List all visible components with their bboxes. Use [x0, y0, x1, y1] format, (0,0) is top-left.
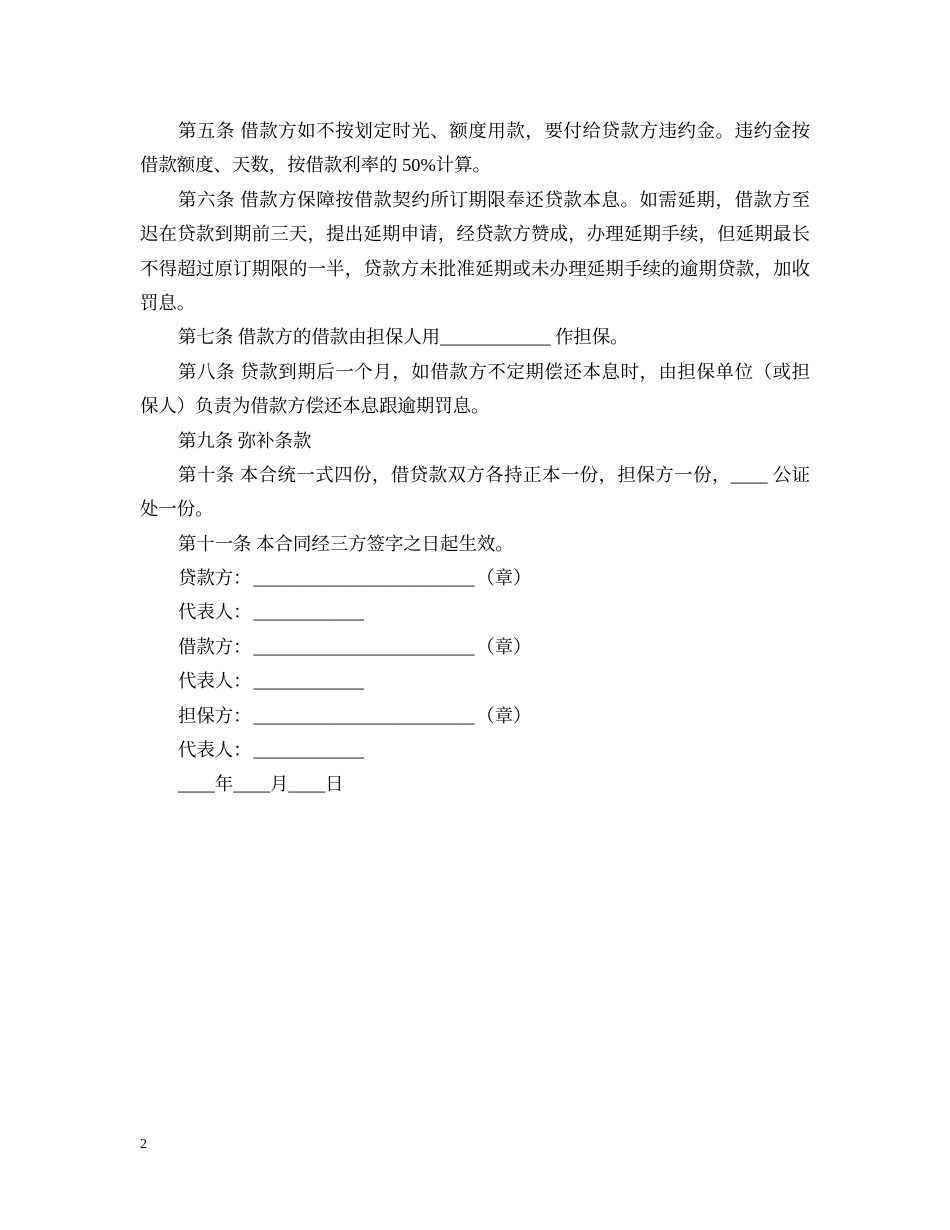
signature-blank: ____________ — [253, 740, 364, 761]
article-line: 第七条 借款方的借款由担保人用____________ 作担保。 — [178, 327, 629, 348]
article-6 — [140, 183, 810, 321]
signature-label: 代表人： — [178, 740, 252, 761]
article-line: 罚息。 — [140, 292, 196, 313]
signature-lender-representative — [140, 595, 810, 629]
article-line: 第九条 弥补条款 — [178, 430, 312, 451]
page-number: 2 — [140, 1137, 147, 1152]
signature-label: 代表人： — [178, 602, 252, 623]
signature-blank: ________________________ — [253, 705, 475, 726]
date-line: ____年____月____日 — [178, 774, 344, 795]
article-line: 第八条 贷款到期后一个月，如借款方不定期偿还本息时，由担保单位（或担 — [178, 361, 810, 382]
article-line: 借款额度、天数，按借款利率的 50%计算。 — [140, 155, 491, 176]
signature-blank: ____________ — [253, 671, 364, 692]
signature-label: 担保方： — [178, 705, 252, 726]
signature-lender — [140, 561, 810, 595]
article-10 — [140, 458, 810, 527]
seal-label: （章） — [476, 568, 532, 589]
article-line: 迟在贷款到期前三天，提出延期申请，经贷款方赞成，办理延期手续，但延期最长 — [140, 224, 810, 245]
article-line: 第十条 本合统一式四份，借贷款双方各持正本一份，担保方一份，____ 公证 — [178, 464, 810, 485]
article-5 — [140, 114, 810, 183]
signature-blank: ________________________ — [253, 636, 475, 657]
signature-blank: ________________________ — [253, 568, 475, 589]
article-line: 第六条 借款方保障按借款契约所订期限奉还贷款本息。如需延期，借款方至 — [178, 189, 810, 210]
article-line: 不得超过原订期限的一半，贷款方未批准延期或未办理延期手续的逾期贷款，加收 — [140, 258, 810, 279]
signature-borrower — [140, 630, 810, 664]
article-line: 第五条 借款方如不按划定时光、额度用款，要付给贷款方违约金。违约金按 — [178, 121, 810, 141]
signature-guarantor-representative — [140, 733, 810, 767]
signature-guarantor — [140, 699, 810, 733]
article-line: 保人）负责为借款方偿还本息跟逾期罚息。 — [140, 396, 490, 417]
seal-label: （章） — [476, 705, 532, 726]
article-7 — [140, 320, 810, 354]
signature-blank: ____________ — [253, 602, 364, 623]
contract-body — [140, 114, 810, 802]
signature-label: 借款方： — [178, 636, 252, 657]
article-9 — [140, 424, 810, 458]
article-11 — [140, 527, 810, 561]
signature-borrower-representative — [140, 664, 810, 698]
article-line: 第十一条 本合同经三方签字之日起生效。 — [178, 533, 514, 554]
article-line: 处一份。 — [140, 499, 214, 520]
article-8 — [140, 355, 810, 424]
signature-label: 代表人： — [178, 671, 252, 692]
signature-label: 贷款方： — [178, 568, 252, 589]
seal-label: （章） — [476, 636, 532, 657]
